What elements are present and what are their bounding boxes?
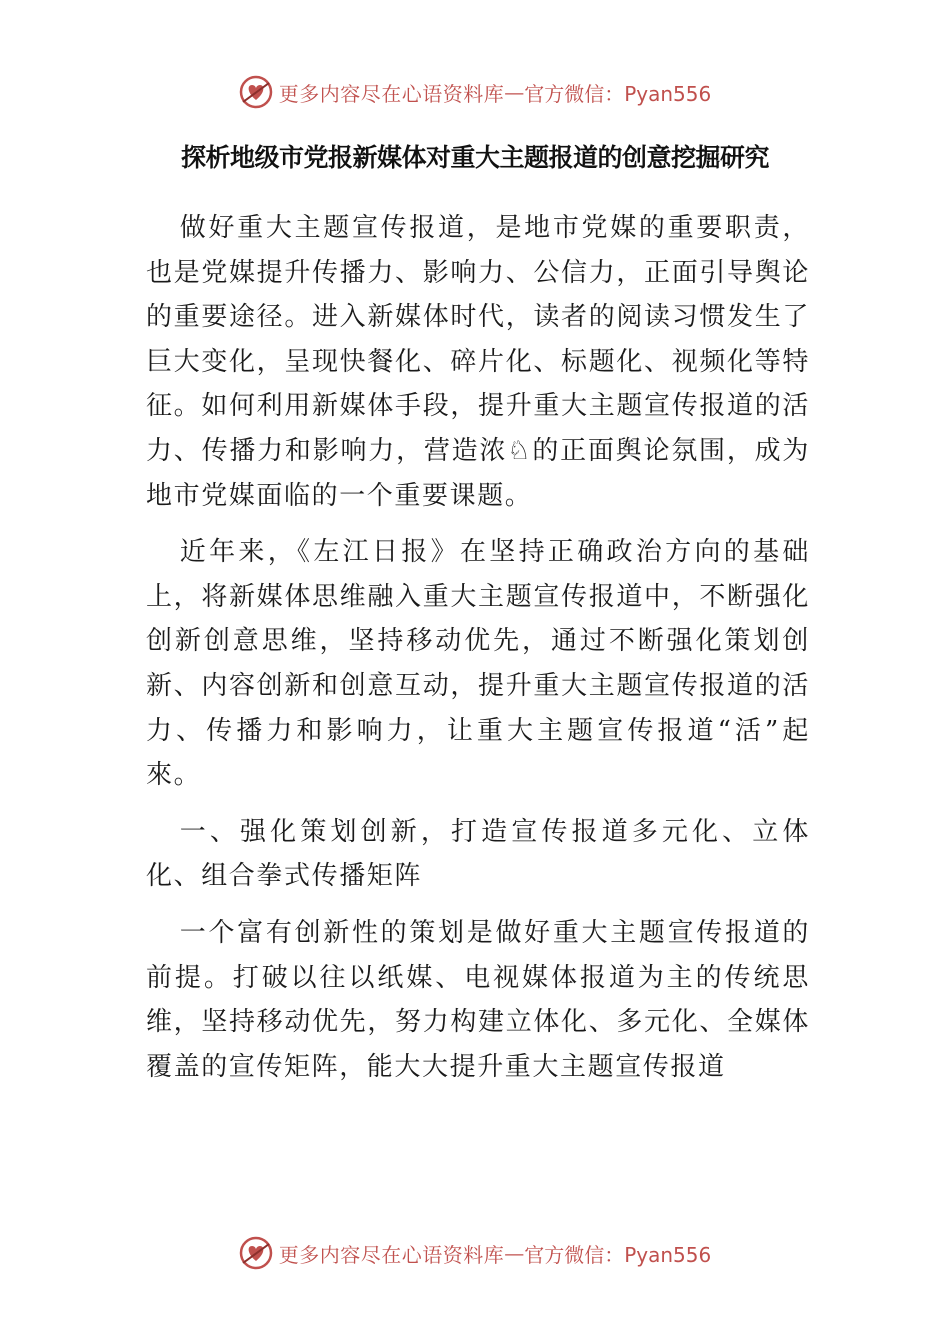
section-heading: 一、强化策划创新，打造宣传报道多元化、立体化、组合拳式传播矩阵: [146, 816, 810, 892]
paragraph: 做好重大主题宣传报道，是地市党媒的重要职责，也是党媒提升传播力、影响力、公信力，正面引导舆论的重要途径。进入新媒体时代，读者的阅读习惯发生了巨大变化，呈现快餐化、碎片化、标题化、视频化等特征。如何利用新媒体手段，提升重大主题宣传报道的活力、传播力和影响力，营造浓♘的正面舆论氛围，成为地市党媒面临的一个重要课题。: [146, 213, 810, 511]
heart-logo-icon: [239, 75, 273, 109]
watermark-main-text: 更多内容尽在心语资料库: [278, 1242, 505, 1267]
document-body: [146, 206, 810, 1101]
watermark-sub-text: 官方微信：Pyan556: [524, 1242, 712, 1267]
watermark-dash: —: [504, 80, 525, 104]
footer-watermark: [0, 1233, 950, 1273]
document-title: 探析地级市党报新媒体对重大主题报道的创意挖掘研究: [180, 143, 769, 172]
paragraph: 一个富有创新性的策划是做好重大主题宣传报道的前提。打破以往以纸媒、电视媒体报道为主的传统思维，坚持移动优先，努力构建立体化、多元化、全媒体覆盖的宣传矩阵，能大大提升重大主题宣传报道: [146, 917, 810, 1082]
header-watermark: [0, 72, 950, 112]
heart-logo-icon: [239, 1236, 273, 1270]
watermark-sub-text: 官方微信：Pyan556: [524, 81, 712, 106]
watermark-dash: —: [504, 1241, 525, 1265]
watermark-main-text: 更多内容尽在心语资料库: [278, 81, 505, 106]
paragraph: 近年来，《左江日报》在坚持正确政治方向的基础上，将新媒体思维融入重大主题宣传报道中，不断强化创新创意思维，坚持移动优先，通过不断强化策划创新、内容创新和创意互动，提升重大主题宣传报道的活力、传播力和影响力，让重大主题宣传报道“活”起來。: [146, 537, 810, 791]
